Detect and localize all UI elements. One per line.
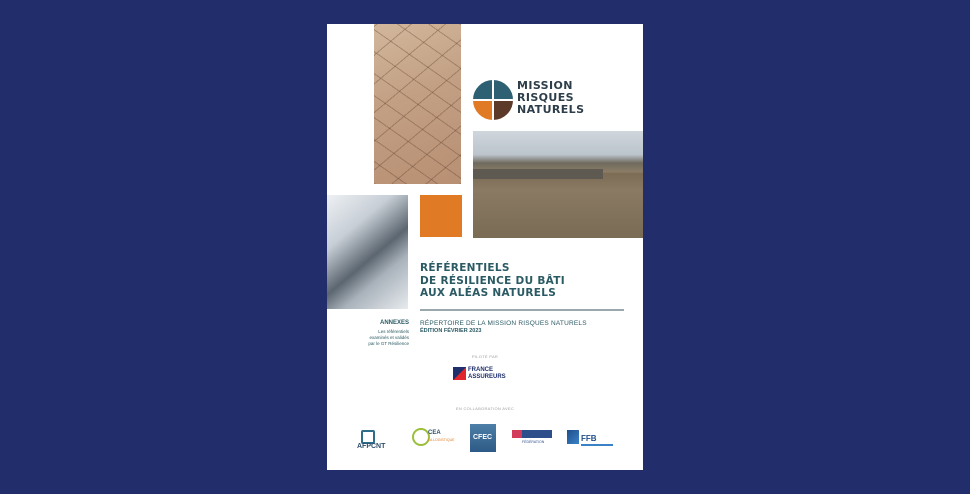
annexes-heading: ANNEXES [379, 320, 409, 326]
ffb-mark-icon [567, 430, 579, 444]
ffb-underline [581, 444, 613, 446]
partner-federation-logo [512, 424, 556, 454]
federation-red-mark-icon [512, 430, 522, 438]
partner-afpcnt-label: AFPCNT [357, 443, 386, 450]
afpcnt-house-icon [361, 430, 375, 444]
edition-date: ÉDITION FÉVRIER 2023 [420, 328, 482, 334]
partner-federation-label: FÉDÉRATION [522, 440, 545, 444]
brand-line-3: NATURELS [517, 103, 585, 116]
brand-line-1: MISSION [517, 79, 573, 92]
partner-afpcnt-logo [355, 424, 397, 454]
bridge-shape [473, 169, 603, 179]
title-line-2: DE RÉSILIENCE DU BÂTI [420, 274, 565, 287]
mission-risques-naturels-logo-icon [471, 78, 515, 122]
annexes-note-line-2: examinés et validés [369, 335, 409, 340]
annexes-note-line-1: Les référentiels [378, 329, 409, 334]
title-divider [420, 309, 624, 311]
coordinated-by-label: PILOTÉ PAR [471, 354, 499, 359]
brand-line-2: RISQUES [517, 91, 575, 104]
title-line-1: RÉFÉRENTIELS [420, 262, 510, 274]
partner-cea-sub: LA LOGISTIQUE [428, 438, 455, 442]
partner-ffb-label: FFB [581, 434, 597, 443]
document-title [420, 262, 630, 300]
annexes-note-line-3: par le GT Résilience [368, 341, 409, 346]
partner-ffb-logo [567, 424, 615, 454]
orange-accent-square [420, 195, 462, 237]
partner-cea-label: CEA [428, 430, 441, 436]
partner-cfec-logo [470, 424, 498, 454]
annexes-note [327, 329, 409, 347]
partner-cea-logo [412, 424, 460, 454]
collaboration-label: EN COLLABORATION AVEC [455, 406, 515, 411]
title-line-3: AUX ALÉAS NATURELS [420, 287, 557, 299]
france-assureurs-logo [453, 367, 521, 381]
document-subtitle: RÉPERTOIRE DE LA MISSION RISQUES NATURELS [420, 320, 587, 327]
france-assureurs-text [468, 367, 506, 380]
brand-name [517, 80, 584, 116]
france-assureurs-line-2: ASSUREURS [468, 373, 506, 380]
france-assureurs-line-1: FRANCE [468, 367, 493, 373]
flood-bridge-photo [473, 131, 643, 238]
france-assureurs-logo-icon [453, 367, 466, 380]
partner-cfec-label: CFEC [473, 434, 493, 441]
document-cover [327, 24, 643, 470]
federation-blue-mark-icon [522, 430, 552, 438]
cracked-earth-photo [374, 24, 461, 184]
snowy-mountain-photo [327, 195, 408, 309]
